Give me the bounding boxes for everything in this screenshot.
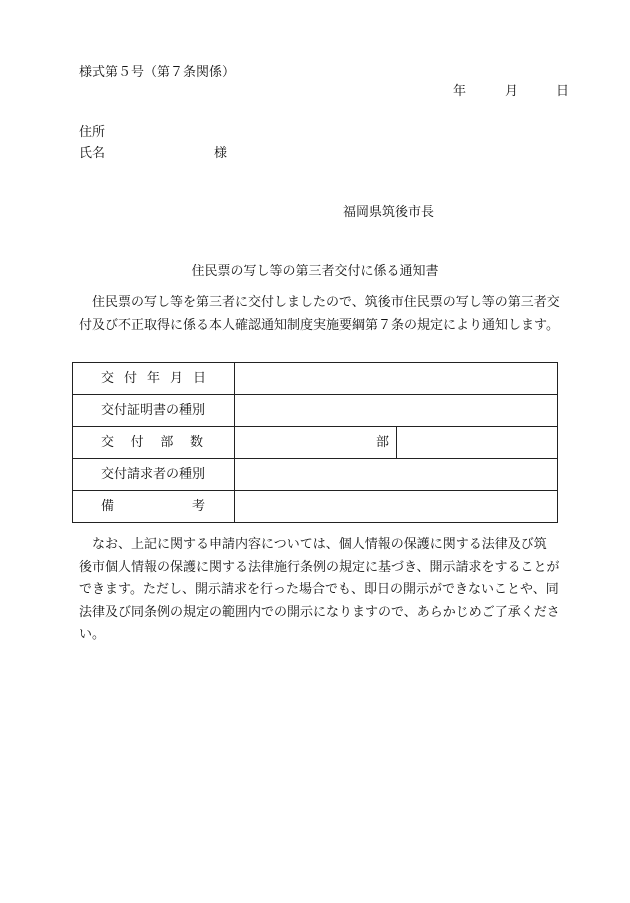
remarks-label: 備考 (101, 499, 205, 514)
requester-type-value[interactable] (235, 459, 558, 491)
issue-date-value[interactable] (235, 363, 558, 395)
notice-line: い。 (79, 627, 106, 642)
remarks-value[interactable] (235, 491, 558, 523)
certificate-type-label: 交付証明書の種別 (101, 403, 206, 418)
table-row (73, 459, 558, 491)
copies-label: 交付部数 (101, 435, 203, 450)
row-label (73, 363, 235, 395)
row-label (73, 395, 235, 427)
issue-date-label: 交付年月日 (101, 371, 206, 386)
copies-unit: 部 (375, 435, 389, 450)
notice-line: 法律及び同条例の規定の範囲内での開示になりますので、あらかじめご了承くださ (79, 604, 560, 620)
copies-value[interactable] (235, 427, 397, 459)
document-title: 住民票の写し等の第三者交付に係る通知書 (191, 264, 439, 279)
name-label: 氏名 (79, 146, 106, 161)
requester-type-label: 交付請求者の種別 (101, 467, 206, 482)
date-month-label: 月 (505, 84, 519, 99)
certificate-type-value[interactable] (235, 395, 558, 427)
form-number: 様式第５号（第７条関係） (79, 65, 236, 80)
row-label (73, 427, 235, 459)
notice-line: なお、上記に関する申請内容については、個人情報の保護に関する法律及び筑 (79, 537, 547, 552)
date-year-label: 年 (453, 84, 467, 99)
table-row (73, 363, 558, 395)
table-row (73, 491, 558, 523)
honorific: 様 (214, 146, 228, 161)
address-label: 住所 (79, 125, 106, 140)
intro-line: 住民票の写し等を第三者に交付しましたので、筑後市住民票の写し等の第三者交 (79, 295, 560, 310)
notice-line: できます。ただし、開示請求を行った場合でも、即日の開示ができないことや、同 (79, 582, 559, 597)
row-label (73, 459, 235, 491)
date-day-label: 日 (556, 84, 570, 99)
copies-blank-cell (397, 427, 558, 459)
issuer-name: 福岡県筑後市長 (343, 205, 435, 220)
notice-line: 後市個人情報の保護に関する法律施行条例の規定に基づき、開示請求をすることが (79, 559, 560, 575)
table-row (73, 395, 558, 427)
intro-paragraph (79, 292, 560, 337)
notice-paragraph (79, 534, 560, 647)
table-row (73, 427, 558, 459)
row-label (73, 491, 235, 523)
issuance-details-table (72, 362, 558, 523)
intro-line: 付及び不正取得に係る本人確認通知制度実施要綱第７条の規定により通知します。 (79, 317, 559, 333)
